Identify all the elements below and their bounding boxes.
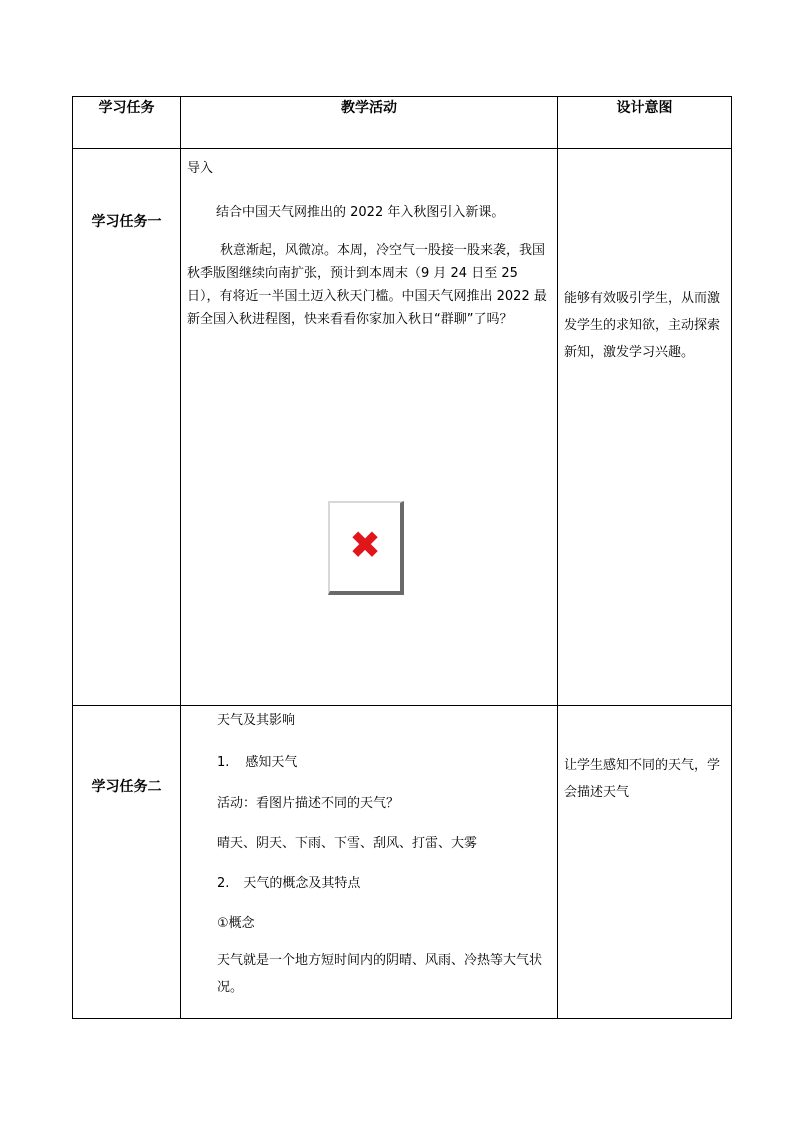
- broken-image-icon: [328, 501, 404, 595]
- task2-item1-text: 感知天气: [245, 755, 298, 770]
- task2-weathers: 晴天、阴天、下雨、下雪、刮风、打雷、大雾: [217, 836, 478, 851]
- task2-item1: [217, 751, 557, 770]
- task2-subheading: ①概念: [217, 916, 255, 931]
- task1-row: [73, 149, 732, 706]
- lesson-plan-table: [72, 96, 732, 1019]
- header-task: 学习任务: [73, 97, 181, 149]
- task2-label: 学习任务二: [91, 779, 162, 795]
- image-x-mark: ✖: [349, 523, 381, 567]
- task2-activity: 活动：看图片描述不同的天气？: [217, 796, 400, 811]
- task1-activity-cell: [181, 149, 558, 706]
- task2-definition: 天气就是一个地方短时间内的阴晴、风雨、冷热等大气状况。: [217, 953, 543, 995]
- task1-paragraph: 秋意渐起，风微凉。本周，冷空气一股接一股来袭，我国秋季版图继续向南扩张，预计到本周末（9 月 24 日至 25 日），有将近一半国土迈入秋天门槛。中国天气网推出 2022 最新全国入秋进程图，快来看看你家加入秋日“群聊”了吗？: [187, 243, 547, 327]
- task2-item2: [217, 872, 557, 891]
- task2-item2-number: 2.: [217, 876, 230, 891]
- task1-section-title: 导入: [187, 161, 214, 176]
- task1-intro: 结合中国天气网推出的 2022 年入秋图引入新课。: [216, 205, 505, 220]
- task2-intent-cell: [558, 706, 732, 1019]
- task1-intent: 能够有效吸引学生，从而激发学生的求知欲，主动探索新知，激发学习兴趣。: [564, 291, 721, 360]
- header-activity: 教学活动: [181, 97, 558, 149]
- task2-section-title: 天气及其影响: [217, 713, 296, 728]
- task2-intent: 让学生感知不同的天气，学会描述天气: [564, 758, 721, 800]
- task2-item1-number: 1.: [217, 755, 230, 770]
- task2-label-cell: [73, 706, 181, 1019]
- header-row: [73, 97, 732, 149]
- task2-activity-cell: [181, 706, 558, 1019]
- task2-item2-text: 天气的概念及其特点: [243, 876, 361, 891]
- task1-label-cell: [73, 149, 181, 706]
- task1-intent-cell: [558, 149, 732, 706]
- task1-label: 学习任务一: [91, 214, 162, 230]
- header-intent: 设计意图: [558, 97, 732, 149]
- task2-row: [73, 706, 732, 1019]
